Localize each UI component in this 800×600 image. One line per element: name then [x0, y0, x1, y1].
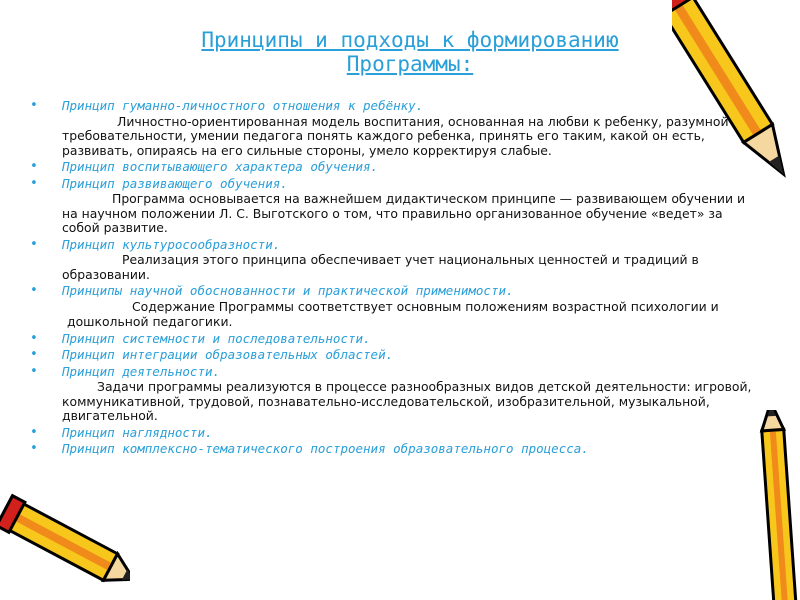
bullet: • [30, 98, 38, 113]
principle-title: Принципы научной обоснованности и практической применимости. [62, 283, 514, 298]
principle-description-continued: дошкольной педагогики. [67, 314, 233, 329]
bullet: • [30, 159, 38, 174]
principle-description: Программа основывается на важнейшем дидактическом принципе — развивающем обучении и на научном положении Л. С. Выготского о том, что правильно организованное обучение «ведет» за собой развитие. [62, 191, 746, 235]
bullet: • [30, 283, 38, 298]
list-item [30, 283, 760, 330]
principle-title: Принцип культуросообразности. [62, 236, 281, 252]
list-item [30, 441, 760, 458]
principle-description: Реализация этого принципа обеспечивает учет национальных ценностей и традиций в образовании. [62, 252, 699, 282]
principles-list [30, 98, 760, 458]
list-item [30, 237, 760, 283]
bullet: • [30, 441, 38, 456]
list-item [30, 159, 760, 176]
title-line-1: Принципы и подходы к формированию [201, 28, 619, 52]
list-item [30, 347, 760, 364]
principle-title: Принцип системности и последовательности. [62, 330, 371, 346]
list-item [30, 331, 760, 348]
bullet: • [30, 424, 38, 440]
bullet: • [30, 175, 38, 191]
principle-description: Содержание Программы соответствует основным положениям возрастной психологии и [132, 298, 719, 314]
bullet: • [30, 330, 38, 346]
principle-description: Задачи программы реализуются в процессе разнообразных видов детской деятельности: игровой, коммуникативной, трудовой, познавательно-исследовательской, изобразительной, музыкальной, двигательной. [62, 379, 752, 423]
bullet: • [30, 347, 38, 362]
principle-title: Принцип интеграции образовательных областей. [62, 347, 394, 362]
list-item [30, 176, 760, 236]
pencil-icon [0, 488, 130, 600]
principle-title: Принцип воспитывающего характера обучения. [62, 159, 379, 174]
principle-title: Принцип наглядности. [62, 424, 213, 440]
principle-title: Принцип развивающего обучения. [62, 175, 288, 191]
principle-title: Принцип комплексно-тематического построения образовательного процесса. [62, 441, 589, 456]
slide-title [100, 28, 720, 76]
principle-description: Личностно-ориентированная модель воспитания, основанная на любви к ребенку, разумной требовательности, умении педагога понять каждого ребенка, принять его таким, какой он есть, развивать, опираясь на его сильные стороны, умело корректируя слабые. [62, 113, 729, 158]
principle-title: Принцип деятельности. [62, 363, 221, 379]
title-line-2: Программы: [346, 52, 474, 76]
list-item [30, 98, 760, 158]
list-item [30, 425, 760, 442]
pencil-icon [755, 410, 800, 600]
list-item [30, 364, 760, 424]
bullet: • [30, 236, 38, 252]
principle-title: Принцип гуманно-личностного отношения к ребёнку. [62, 98, 424, 113]
bullet: • [30, 363, 38, 379]
